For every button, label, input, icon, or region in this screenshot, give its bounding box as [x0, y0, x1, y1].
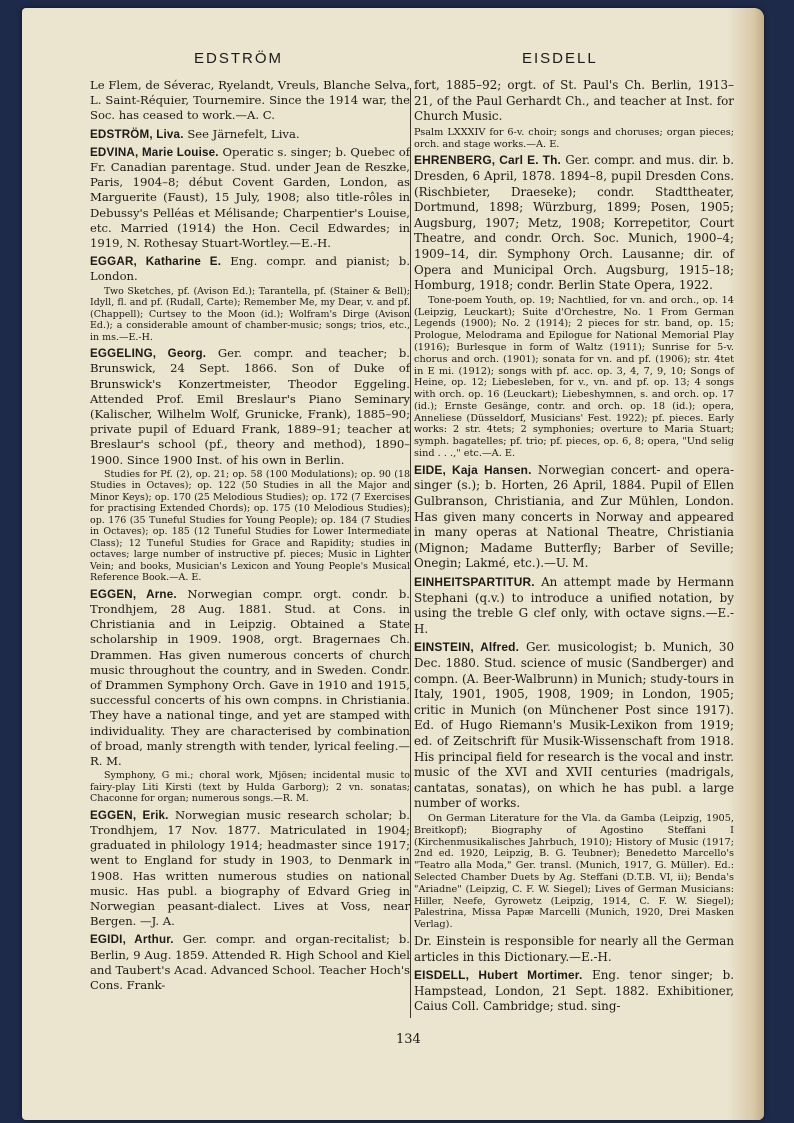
entry-body: Eng. tenor singer; b. Hampstead, London, 21 Sept. 1882. Exhibitioner, Caius Coll. Cambridge; stud. sing-	[414, 968, 734, 1014]
entry-headword: EHRENBERG, Carl E. Th.	[414, 153, 562, 168]
entry-headword: EGGEN, Erik.	[90, 808, 169, 822]
entry-edvina	[90, 145, 410, 251]
entry-eisdell	[414, 968, 734, 1015]
entry-body: Norwegian music research scholar; b. Trondhjem, 17 Nov. 1877. Matriculated in 1904; graduated in philology 1914; headmaster since 1917; went to England for study in 1903, to Denmark in 1908. Has written numerous studies on national music. Has publ. a biography of Edvard Grieg in Norwegian peasant-dialect. Lives at Voss, near Bergen. —J. A.	[90, 807, 410, 929]
entry-eggar	[90, 254, 410, 343]
entry-body: Ger. compr. and teacher; b. Brunswick, 24 Sept. 1866. Son of Duke of Brunswick's Konzertmeister, Theodor Eggeling. Attended Prof. Emil Breslaur's Piano Seminary (Kalischer, Wilhelm Wolf, Grunicke, Frank), 1885–90; private pupil of Eduard Frank, 1889–91; teacher at Breslaur's school (pf., theory and method), 1890–1900. Since 1900 Inst. of his own in Berlin.	[90, 346, 410, 467]
entry-body: Ger. compr. and mus. dir. b. Dresden, 6 April, 1878. 1894–8, pupil Dresden Cons. (Rischbieter, Draeseke); condr. Stadttheater, Dortmund, 1898; Würzburg, 1899; Posen, 1905; Augsburg, 1907; Metz, 1908; Korrepetitor, Court Theatre, and condr. Orch. Soc. Munich, 1900–4; 1909–14, dir. Symphony Orch. Lausanne; dir. of Opera and Municipal Orch. Augsburg, 1915–18; Homburg, 1918; condr. Berlin State Opera, 1922.	[414, 153, 735, 293]
entry-headword: EISDELL, Hubert Mortimer.	[414, 968, 583, 983]
entry-einstein	[414, 640, 734, 965]
entry-body: An attempt made by Hermann Stephani (q.v.) to introduce a unified notation, by using the treble G clef only, with octave signs.—E.-H.	[414, 575, 735, 636]
entry-eggeling	[90, 346, 410, 584]
right-column	[414, 78, 734, 1017]
continuation-works-list: Psalm LXXXIV for 6-v. choir; songs and choruses; organ pieces; orch. and stage works.—A. E.	[414, 126, 734, 150]
entry-ehrenberg	[414, 153, 734, 460]
entry-body: Operatic s. singer; b. Quebec of Fr. Canadian parentage. Stud. under Jean de Reszke, Paris, 1904–8; début Covent Garden, London, as Marguerite (Faust), 15 July, 1908; also title-rôles in Debussy's Pelléas et Mélisande; Charpentier's Louise, etc. Married (1914) the Hon. Cecil Edwardes; in 1919, N. Rothesay Stuart-Wortley.—E.-H.	[90, 144, 410, 251]
running-head-left: EDSTRÖM	[194, 50, 283, 67]
entry-body: Norwegian compr. orgt. condr. b. Trondhjem, 28 Aug. 1881. Stud. at Cons. in Christiania and in Leipzig. Obtained a State scholarship in 1909. 1908, orgt. Bragernaes Ch. Drammen. Has given numerous concerts of church music throughout the country, and in Sweden. Condr. of Drammen Symphony Orch. Gave in 1910 and 1915, successful concerts of his own compns. in Christiania. They have a national tinge, and yet are stamped with individuality. They are characterised by combination of broad, manly strength with tender, lyrical feeling.—R. M.	[90, 586, 410, 768]
entry-works-list: Tone-poem Youth, op. 19; Nachtlied, for vn. and orch., op. 14 (Leipzig, Leuckart); Suite d'Orchestre, No. 1 From German Legends (1900); No. 2 (1914); 2 pieces for str. band, op. 15; Prologue, Melodrama and Epilogue for National Memorial Play (1916); Burlesque in form of Waltz (1911); Sunrise for 5-v. chorus and orch. (1901); sonata for vn. and pf. (1906); str. 4tet in E mi. (1912); songs with pf. acc. op. 3, 4, 7, 9, 10; Songs of Heine, op. 12; Liebesleben, for v., vn. and pf. op. 13; 4 songs with orch. op. 16 (Leuckart); Liebeshymnen, s. and orch. op. 17 (id.); Ernste Gesänge, contr. and orch. op. 18 (id.); opera, Anneliese (Düsseldorf, Musicians' Fest. 1922); pf. pieces. Early works: 2 str. 4tets; 2 symphonies; overture to Maria Stuart; symph. bagatelles; pf. trio; pf. pieces, op. 6, 8; opera, "Und selig sind . . .," etc.—A. E.	[414, 294, 734, 460]
entry-headword: EGIDI, Arthur.	[90, 933, 174, 947]
entry-works-list: Two Sketches, pf. (Avison Ed.); Tarantella, pf. (Stainer & Bell); Idyll, fl. and pf. (Rudall, Carte); Remember Me, my Dear, v. and pf. (Chappell); Curtsey to the Moon (id.); Wolfram's Dirge (Avison Ed.); a considerable amount of chamber-music; songs; trios, etc., in ms.—E.-H.	[90, 285, 410, 343]
entry-headword: EDSTRÖM, Liva.	[90, 127, 184, 141]
entry-egidi	[90, 932, 410, 993]
entry-headword: EDVINA, Marie Louise.	[90, 145, 219, 159]
book-page	[22, 8, 764, 1120]
entry-body: Norwegian concert- and opera-singer (s.); b. Horten, 26 April, 1884. Pupil of Ellen Gulbranson, Christiania, and Zur Mühlen, London. Has given many concerts in Norway and appeared in many operas at National Theatre, Christiania (Mignon; Madame Butterfly; Barber of Seville; Onegin; Lakmé, etc.).—U. M.	[414, 462, 734, 571]
entry-headword: EGGAR, Katharine E.	[90, 255, 222, 269]
running-head-right: EISDELL	[522, 50, 598, 67]
entry-einheitspartitur	[414, 575, 734, 637]
left-column	[90, 78, 410, 995]
entry-works-list: On German Literature for the Vla. da Gamba (Leipzig, 1905, Breitkopf); Biography of Agostino Steffani I (Kirchenmusikalisches Jahrbuch, 1910); History of Music (1917; 2nd ed. 1920, Leipzig, B. G. Teubner); Benedetto Marcello's "Teatro alla Moda," Ger. transl. (Munich, 1917, G. Müller). Ed.: Selected Chamber Duets by Ag. Steffani (D.T.B. VI, ii); Benda's "Ariadne" (Leipzig, C. F. W. Siegel); Lives of German Musicians: Hiller, Neefe, Gyrowetz (Leipzig, 1914, C. F. W. Siegel); Palestrina, Missa Papæ Marcelli (Munich, 1920, Drei Masken Verlag).	[414, 812, 734, 931]
entry-headword: EIDE, Kaja Hansen.	[414, 462, 532, 477]
entry-body: See Järnefelt, Liva.	[187, 126, 300, 141]
page-number: 134	[396, 1032, 421, 1047]
entry-note: Dr. Einstein is responsible for nearly all the German articles in this Dictionary.—E.-H.	[414, 933, 734, 964]
column-divider	[410, 88, 411, 1018]
entry-headword: EGGEN, Arne.	[90, 587, 177, 601]
entry-headword: EGGELING, Georg.	[90, 347, 207, 361]
entry-eggen-arne	[90, 587, 410, 805]
entry-body: Ger. compr. and organ-recitalist; b. Berlin, 9 Aug. 1859. Attended R. High School and Kiel and Taubert's Acad. Advanced School. Teacher Hoch's Cons. Frank-	[90, 932, 410, 992]
entry-eggen-erik	[90, 808, 410, 930]
entry-headword: EINHEITSPARTITUR.	[414, 575, 535, 590]
continuation-text: Le Flem, de Séverac, Ryelandt, Vreuls, Blanche Selva, L. Saint-Réquier, Tournemire. Since the 1914 war, the Soc. has ceased to work.—A. C.	[90, 78, 410, 123]
entry-works-list: Symphony, G mi.; choral work, Mjösen; incidental music to fairy-play Liti Kirsti (text by Hulda Garborg); 2 vn. sonatas; Chaconne for organ; numerous songs.—R. M.	[90, 770, 410, 805]
entry-works-list: Studies for Pf. (2), op. 21; op. 58 (100 Modulations); op. 90 (18 Studies in Octaves); op. 122 (50 Studies in all the Major and Minor Keys); op. 170 (25 Melodious Studies); op. 172 (7 Exercises for practising Extended Chords); op. 175 (10 Melodious Studies); op. 176 (35 Tuneful Studies for Young People); op. 184 (7 Studies in Octaves); op. 185 (12 Tuneful Studies for Lower Intermediate Class); 12 Tuneful Studies for Grace and Rapidity; studies in octaves; large number of instructive pf. pieces; Music in Lighter Vein; and books, Musician's Lexicon and Young People's Musical Reference Book.—A. E.	[90, 468, 410, 584]
entry-edstrom	[90, 127, 410, 142]
continuation-text: fort, 1885–92; orgt. of St. Paul's Ch. Berlin, 1913–21, of the Paul Gerhardt Ch., and teacher at Inst. for Church Music.	[414, 78, 734, 124]
entry-body: Eng. compr. and pianist; b. London.	[90, 254, 411, 284]
entry-body: Ger. musicologist; b. Munich, 30 Dec. 1880. Stud. science of music (Sandberger) and compn. (A. Beer-Walbrunn) in Munich; study-tours in Italy, 1901, 1905, 1908, 1909; in London, 1905; critic in Munich (on Münchener Post since 1917). Ed. of Hugo Riemann's Musik-Lexikon from 1919; ed. of Zeitschrift für Musik-Wissenschaft from 1918. His principal field for research is the vocal and instr. music of the XVI and XVII centuries (madrigals, cantatas, sonatas), on which he has publ. a large number of works.	[414, 640, 735, 811]
entry-eide	[414, 463, 734, 572]
entry-headword: EINSTEIN, Alfred.	[414, 640, 520, 655]
